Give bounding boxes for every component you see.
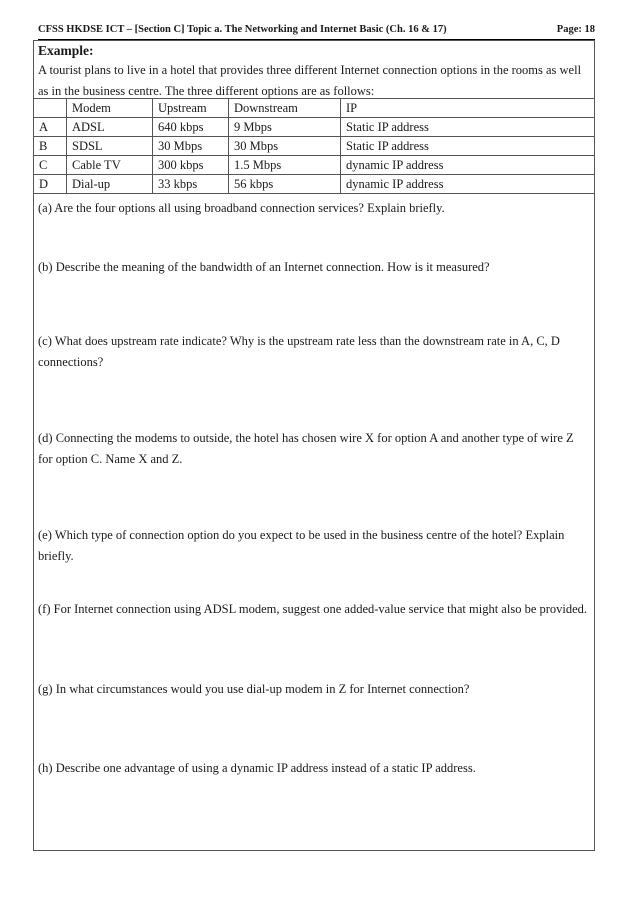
question-c: (c) What does upstream rate indicate? Why is the upstream rate less than the downstream rate in A, C, D connections? — [38, 334, 560, 369]
table-cell: dynamic IP address — [341, 156, 595, 175]
table-cell: 56 kbps — [229, 175, 341, 194]
table-cell: 30 Mbps — [229, 137, 341, 156]
connection-options-table — [33, 98, 595, 194]
header-title: CFSS HKDSE ICT – [Section C] Topic a. The Networking and Internet Basic (Ch. 16 & 17) — [38, 24, 447, 35]
table-cell: B — [34, 137, 67, 156]
question-b: (b) Describe the meaning of the bandwidth of an Internet connection. How is it measured? — [38, 260, 490, 274]
table-cell: 300 kbps — [153, 156, 229, 175]
table-cell: Cable TV — [67, 156, 153, 175]
table-cell: 33 kbps — [153, 175, 229, 194]
table-cell: ADSL — [67, 118, 153, 137]
table-cell: Dial-up — [67, 175, 153, 194]
table-cell: Static IP address — [341, 137, 595, 156]
table-header-cell: Downstream — [229, 99, 341, 118]
table-header-cell: Upstream — [153, 99, 229, 118]
example-intro: A tourist plans to live in a hotel that provides three different Internet connection options in the rooms as well as in the business centre. The three different options are as follows: — [38, 63, 582, 98]
question-d: (d) Connecting the modems to outside, the hotel has chosen wire X for option A and another type of wire Z for option C. Name X and Z. — [38, 431, 574, 466]
question-g: (g) In what circumstances would you use dial-up modem in Z for Internet connection? — [38, 682, 470, 696]
page-header — [38, 23, 595, 40]
example-heading: Example: — [38, 43, 94, 58]
question-e: (e) Which type of connection option do you expect to be used in the business centre of the hotel? Explain briefly. — [38, 528, 565, 563]
table-row — [34, 175, 595, 194]
table-cell: SDSL — [67, 137, 153, 156]
question-h: (h) Describe one advantage of using a dynamic IP address instead of a static IP address. — [38, 761, 476, 775]
table-cell: D — [34, 175, 67, 194]
table-cell: dynamic IP address — [341, 175, 595, 194]
table-cell: 30 Mbps — [153, 137, 229, 156]
table-row — [34, 118, 595, 137]
table-cell: C — [34, 156, 67, 175]
table-cell: A — [34, 118, 67, 137]
table-header-row — [34, 99, 595, 118]
table-header-cell: Modem — [67, 99, 153, 118]
table-row — [34, 137, 595, 156]
question-a: (a) Are the four options all using broadband connection services? Explain briefly. — [38, 201, 445, 215]
table-header-cell: IP — [341, 99, 595, 118]
table-row — [34, 156, 595, 175]
table-header-cell — [34, 99, 67, 118]
table-cell: 640 kbps — [153, 118, 229, 137]
question-f: (f) For Internet connection using ADSL modem, suggest one added-value service that might also be provided. — [38, 602, 588, 616]
table-cell: 1.5 Mbps — [229, 156, 341, 175]
page-number: Page: 18 — [556, 24, 595, 35]
table-cell: Static IP address — [341, 118, 595, 137]
table-cell: 9 Mbps — [229, 118, 341, 137]
